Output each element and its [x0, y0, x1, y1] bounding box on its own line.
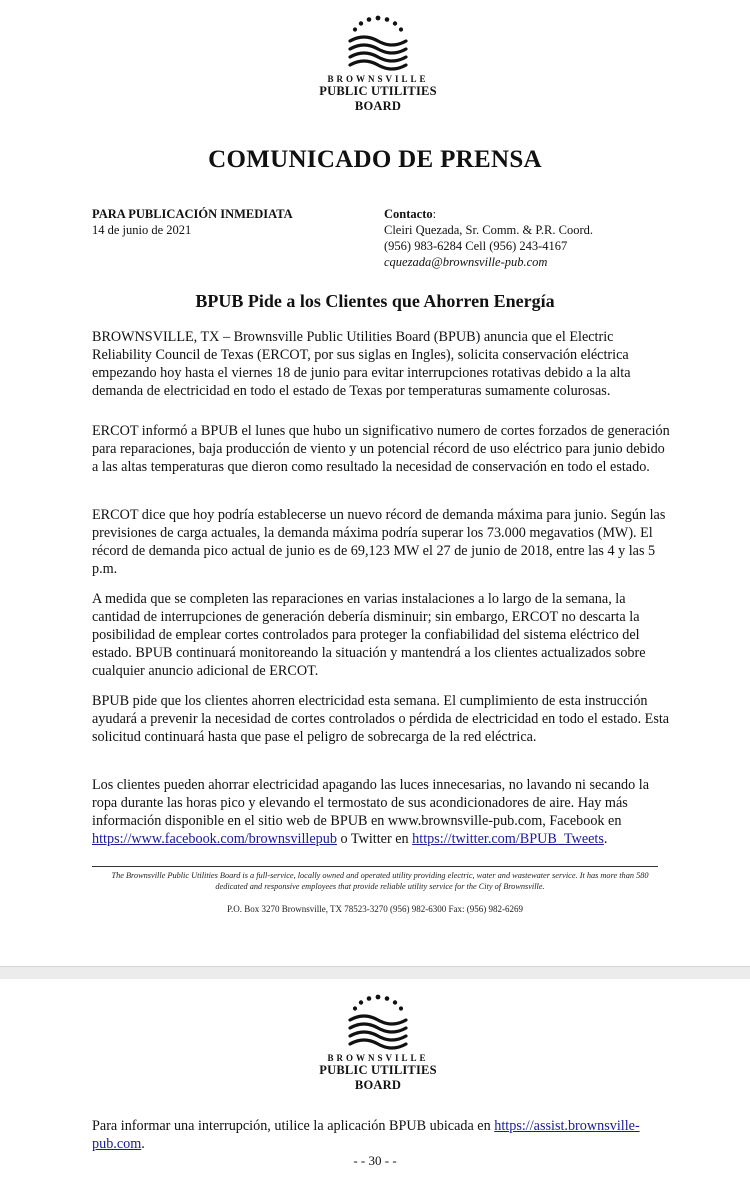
page-title: COMUNICADO DE PRENSA [208, 146, 542, 173]
contact-email: cquezada@brownsville-pub.com [384, 255, 548, 269]
paragraph-1: BROWNSVILLE, TX – Brownsville Public Utilities Board (BPUB) anuncia que el Electric Reliability Council de Texas (ERCOT, por sus siglas en Ingles), solicita conservación eléctrica empezando hoy hasta el viernes 18 de junio para evitar interrupciones rotativas debido a la alta demanda de electricidad en todo el estado de Texas por temperaturas sumamente colurosas. [92, 329, 631, 399]
release-block [92, 206, 293, 238]
paragraph-2: ERCOT informó a BPUB el lunes que hubo un significativo numero de cortes forzados de generación para reparaciones, baja producción de viento y un potencial récord de uso eléctrico para junio debido a las altas temperaturas que dieron como resultado la necesidad de conservación en todo el estado. [92, 423, 670, 475]
paragraph-6-text-middle: o Twitter en [336, 831, 413, 847]
page-gap [0, 966, 750, 980]
twitter-link[interactable]: https://twitter.com/BPUB_Tweets [412, 831, 604, 847]
facebook-link[interactable]: https://www.facebook.com/brownsvillepub [92, 831, 337, 847]
contact-label: Contacto [384, 207, 433, 221]
paragraph-6 [92, 776, 672, 848]
logo-org-text: PUBLIC UTILITIES BOARD [319, 1063, 437, 1092]
page-end-marker: - - 30 - - [353, 1153, 397, 1168]
contact-colon: : [432, 207, 437, 221]
paragraph-4: A medida que se completen las reparaciones en varias instalaciones a lo largo de la semana, la cantidad de interrupciones de generación debería disminuir; sin embargo, ERCOT no descarta la posibilidad de emplear cortes controlados para proteger la confiabilidad del sistema eléctrico del estado. BPUB continuará monitoreando la situación y mantendrá a los clientes actualizados sobre cualquier anuncio adicional de ERCOT. [92, 591, 646, 679]
footer-divider [92, 866, 658, 867]
contact-name: Cleiri Quezada, Sr. Comm. & P.R. Coord. [384, 223, 594, 237]
outage-text-before: Para informar una interrupción, utilice la aplicación BPUB ubicada en [92, 1118, 495, 1134]
document-page-2 [0, 979, 750, 1200]
brownsville-pub-logo-icon [343, 993, 413, 1051]
press-headline: BPUB Pide a los Clientes que Ahorren Energía [195, 291, 555, 311]
outage-report-text [92, 1117, 672, 1153]
outage-text-after: . [141, 1136, 145, 1152]
release-label: PARA PUBLICACIÓN INMEDIATA [92, 207, 293, 221]
bpub-logo [298, 14, 458, 114]
logo-city-text: BROWNSVILLE [327, 74, 429, 84]
bpub-logo-page-2 [298, 993, 458, 1093]
paragraph-3: ERCOT dice que hoy podría establecerse un nuevo récord de demanda máxima para junio. Según las previsiones de carga actuales, la demanda máxima podría superar los 73.000 megavatios (MW). El récord de demanda pico actual de junio es de 69,123 MW el 27 de junio de 2018, entre las 4 y las 5 p.m. [92, 507, 666, 577]
assist-link[interactable]: https://assist.brownsville-pub.com [92, 1118, 640, 1152]
paragraph-5: BPUB pide que los clientes ahorren electricidad esta semana. El cumplimiento de esta instrucción ayudará a prevenir la necesidad de cortes controlados o pérdida de electricidad en todo el estado. Esta solicitud continuará hasta que pase el peligro de sobrecarga de la red eléctrica. [92, 693, 670, 745]
logo-org-text: PUBLIC UTILITIES BOARD [319, 84, 437, 113]
brownsville-pub-logo-icon [343, 14, 413, 72]
contact-block [384, 206, 593, 270]
paragraph-6-text-after: . [603, 831, 608, 847]
release-date: 14 de junio de 2021 [92, 223, 192, 237]
paragraph-6-text-before: Los clientes pueden ahorrar electricidad apagando las luces innecesarias, no lavando ni secando la ropa durante las horas pico y elevando el termostato de sus acondicionadores de aire. Hay más información disponible en el sitio web de BPUB en www.brownsville-pub.com, Facebook en [92, 777, 650, 829]
logo-city-text: BROWNSVILLE [327, 1053, 429, 1063]
footer-address: P.O. Box 3270 Brownsville, TX 78523-3270 (956) 982-6300 Fax: (956) 982-6269 [226, 904, 524, 914]
contact-phones: (956) 983-6284 Cell (956) 243-4167 [384, 239, 568, 253]
footer-note: The Brownsville Public Utilities Board is a full-service, locally owned and operated utility providing electric, water and wastewater service. It has more than 580 dedicated and responsive employees that provide reliable utility service for the City of Brownsville. [111, 871, 649, 891]
